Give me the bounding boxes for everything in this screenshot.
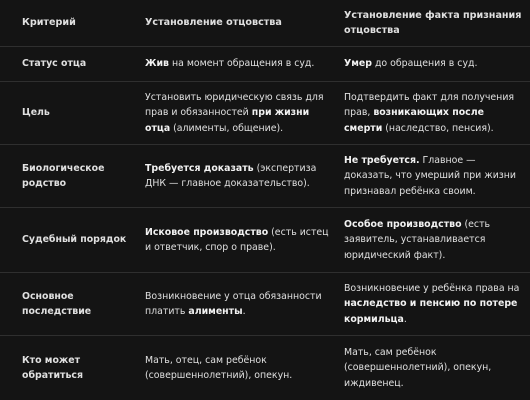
row-paternity-establishment xyxy=(145,47,335,81)
row-criterion: Основное последствие xyxy=(22,290,92,317)
row-paternity-establishment xyxy=(145,208,335,272)
text-segment: (экспертиза ДНК — главное доказательство). xyxy=(145,162,317,189)
row-paternity-establishment xyxy=(145,336,335,400)
table-row xyxy=(0,145,530,208)
text-segment: (есть заявитель, устанавливается юридический факт). xyxy=(344,218,491,261)
text-segment: (наследство, пенсия). xyxy=(382,122,494,134)
row-paternity-recognition-fact xyxy=(344,47,522,81)
row-paternity-recognition-fact xyxy=(344,208,522,272)
row-paternity-recognition-fact xyxy=(344,82,522,144)
row-paternity-establishment xyxy=(145,273,335,335)
text-segment: . xyxy=(242,306,246,317)
bold-text: возникающих после смерти xyxy=(344,107,484,134)
row-paternity-establishment xyxy=(145,82,335,144)
text-segment: Мать, отец, сам ребёнок (совершеннолетний), опекун. xyxy=(145,354,293,381)
header-paternity-recognition-fact: Установление факта признания отцовства xyxy=(344,9,522,36)
text-segment: до обращения в суд. xyxy=(371,58,478,70)
table-row xyxy=(0,47,530,82)
bold-text: алименты xyxy=(188,306,243,317)
table-row xyxy=(0,208,530,273)
table-row xyxy=(0,82,530,145)
row-paternity-recognition-fact xyxy=(344,273,522,335)
table-row xyxy=(0,336,530,400)
text-segment: Главное — доказать, что умерший при жизни признавал ребёнка своим. xyxy=(344,154,517,197)
text-segment: Мать, сам ребёнок (совершеннолетний), опекун, иждивенец. xyxy=(344,346,492,389)
table-header-row xyxy=(0,0,530,47)
text-segment: на момент обращения в суд. xyxy=(168,58,315,70)
row-paternity-recognition-fact xyxy=(344,145,522,207)
bold-text: наследство и пенсию по потере кормильца xyxy=(344,298,518,325)
text-segment: Возникновение у ребёнка права на xyxy=(344,282,520,294)
bold-text: Умер xyxy=(344,58,372,70)
row-criterion: Кто может обратиться xyxy=(22,354,83,381)
bold-text: при жизни отца xyxy=(145,107,310,134)
bold-text: Требуется доказать xyxy=(145,162,254,174)
text-segment: (алименты, общение). xyxy=(170,122,284,134)
row-criterion: Биологическое родство xyxy=(22,162,105,189)
header-paternity-establishment: Установление отцовства xyxy=(145,17,282,29)
bold-text: Не требуется. xyxy=(344,154,420,166)
text-segment: Установить юридическую связь для прав и обязанностей xyxy=(145,91,324,119)
bold-text: Особое производство xyxy=(344,218,462,230)
row-criterion: Судебный порядок xyxy=(22,234,127,246)
header-criterion: Критерий xyxy=(22,17,76,29)
bold-text: Исковое производство xyxy=(145,226,269,238)
text-segment: Подтвердить факт для получения прав, xyxy=(344,91,515,119)
text-segment: Возникновение у отца обязанности платить xyxy=(145,290,322,317)
text-segment: (есть истец и ответчик, спор о праве). xyxy=(145,226,329,253)
row-paternity-establishment xyxy=(145,145,335,207)
text-segment: . xyxy=(403,313,407,325)
row-criterion: Цель xyxy=(22,107,50,119)
bold-text: Жив xyxy=(145,58,169,70)
row-criterion: Статус отца xyxy=(22,58,87,70)
table-row xyxy=(0,273,530,336)
row-paternity-recognition-fact xyxy=(344,336,522,400)
